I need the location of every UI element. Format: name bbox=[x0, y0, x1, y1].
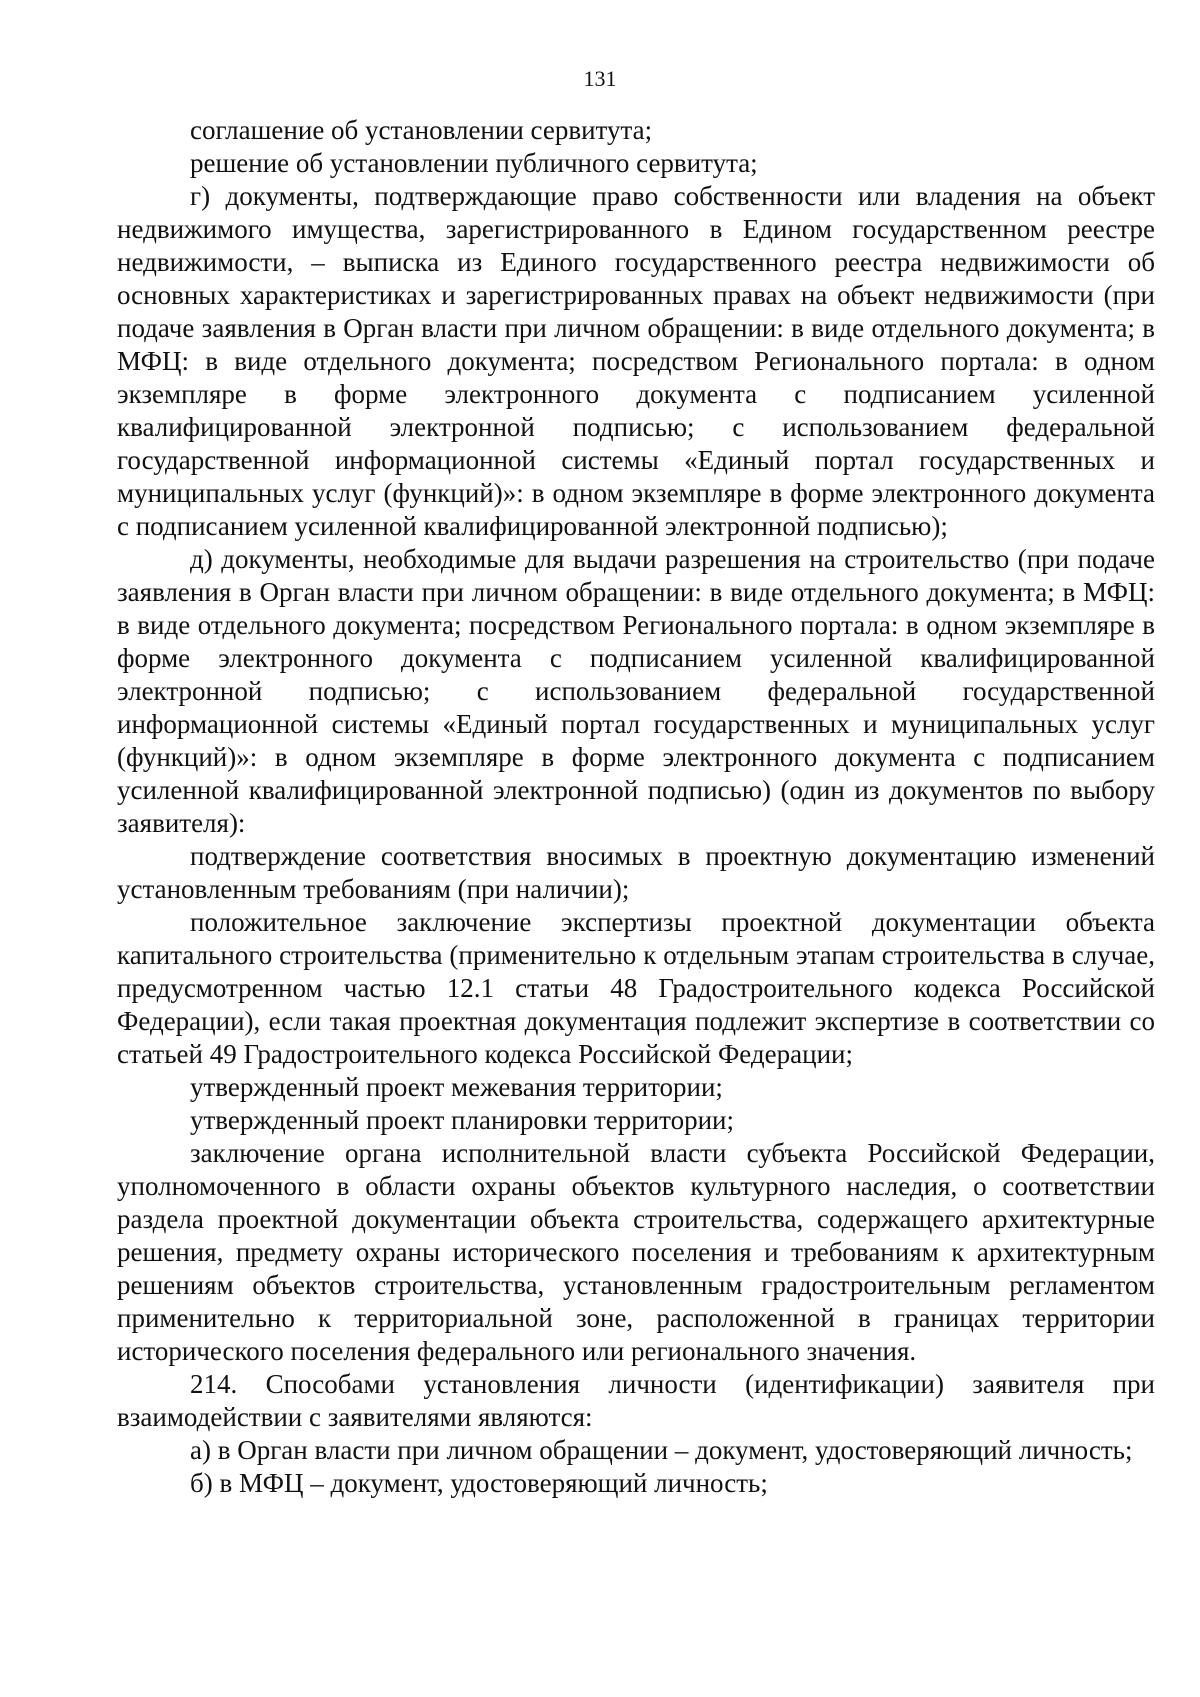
paragraph-compliance-confirmation: подтверждение соответствия вносимых в проектную документацию изменений установленным требованиям (при наличии); bbox=[117, 841, 1155, 904]
paragraph-territory-planning-project: утвержденный проект планировки территории; bbox=[190, 1105, 735, 1135]
document-body bbox=[117, 114, 1155, 1500]
paragraph-heritage-authority-conclusion: заключение органа исполнительной власти субъекта Российской Федерации, уполномоченного в области охраны объектов культурного наследия, о соответствии раздела проектной документации объекта строительства, содержащего архитектурные решения, предмету охраны исторического поселения и требованиям к архитектурным решениям объектов строительства, установленным градостроительным регламентом применительно к территориальной зоне, расположенной в границах территории исторического поселения федерального или регионального значения. bbox=[117, 1138, 1155, 1366]
page-number: 131 bbox=[583, 66, 617, 91]
paragraph-item-d-construction-permit-documents: д) документы, необходимые для выдачи разрешения на строительство (при подаче заявления в Орган власти при личном обращении: в виде отдельного документа; в МФЦ: в виде отдельного документа; посредством Регионального портала: в одном экземпляре в форме электронного документа с подписанием усиленной квалифицированной электронной подписью; с использованием федеральной государственной информационной системы «Единый портал государственных и муниципальных услуг (функций)»: в одном экземпляре в форме электронного документа с подписанием усиленной квалифицированной электронной подписью) (один из документов по выбору заявителя): bbox=[117, 544, 1155, 838]
paragraph-item-b-mfc: б) в МФЦ – документ, удостоверяющий личность; bbox=[190, 1468, 768, 1498]
paragraph-item-a-authority: а) в Орган власти при личном обращении – документ, удостоверяющий личность; bbox=[190, 1435, 1133, 1465]
paragraph-land-survey-project: утвержденный проект межевания территории; bbox=[190, 1072, 723, 1102]
paragraph-servitude-agreement: соглашение об установлении сервитута; bbox=[190, 115, 653, 145]
paragraph-214-identification-methods: 214. Способами установления личности (идентификации) заявителя при взаимодействии с заявителями являются: bbox=[117, 1369, 1155, 1432]
paragraph-public-servitude-decision: решение об установлении публичного сервитута; bbox=[190, 148, 758, 178]
paragraph-expertise-conclusion: положительное заключение экспертизы проектной документации объекта капитального строительства (применительно к отдельным этапам строительства в случае, предусмотренном частью 12.1 статьи 48 Градостроительного кодекса Российской Федерации), если такая проектная документация подлежит экспертизе в соответствии со статьей 49 Градостроительного кодекса Российской Федерации; bbox=[117, 907, 1155, 1069]
paragraph-item-g-ownership-documents: г) документы, подтверждающие право собственности или владения на объект недвижимого имущества, зарегистрированного в Едином государственном реестре недвижимости, – выписка из Единого государственного реестра недвижимости об основных характеристиках и зарегистрированных правах на объект недвижимости (при подаче заявления в Орган власти при личном обращении: в виде отдельного документа; в МФЦ: в виде отдельного документа; посредством Регионального портала: в одном экземпляре в форме электронного документа с подписанием усиленной квалифицированной электронной подписью; с использованием федеральной государственной информационной системы «Единый портал государственных и муниципальных услуг (функций)»: в одном экземпляре в форме электронного документа с подписанием усиленной квалифицированной электронной подписью); bbox=[117, 181, 1155, 541]
